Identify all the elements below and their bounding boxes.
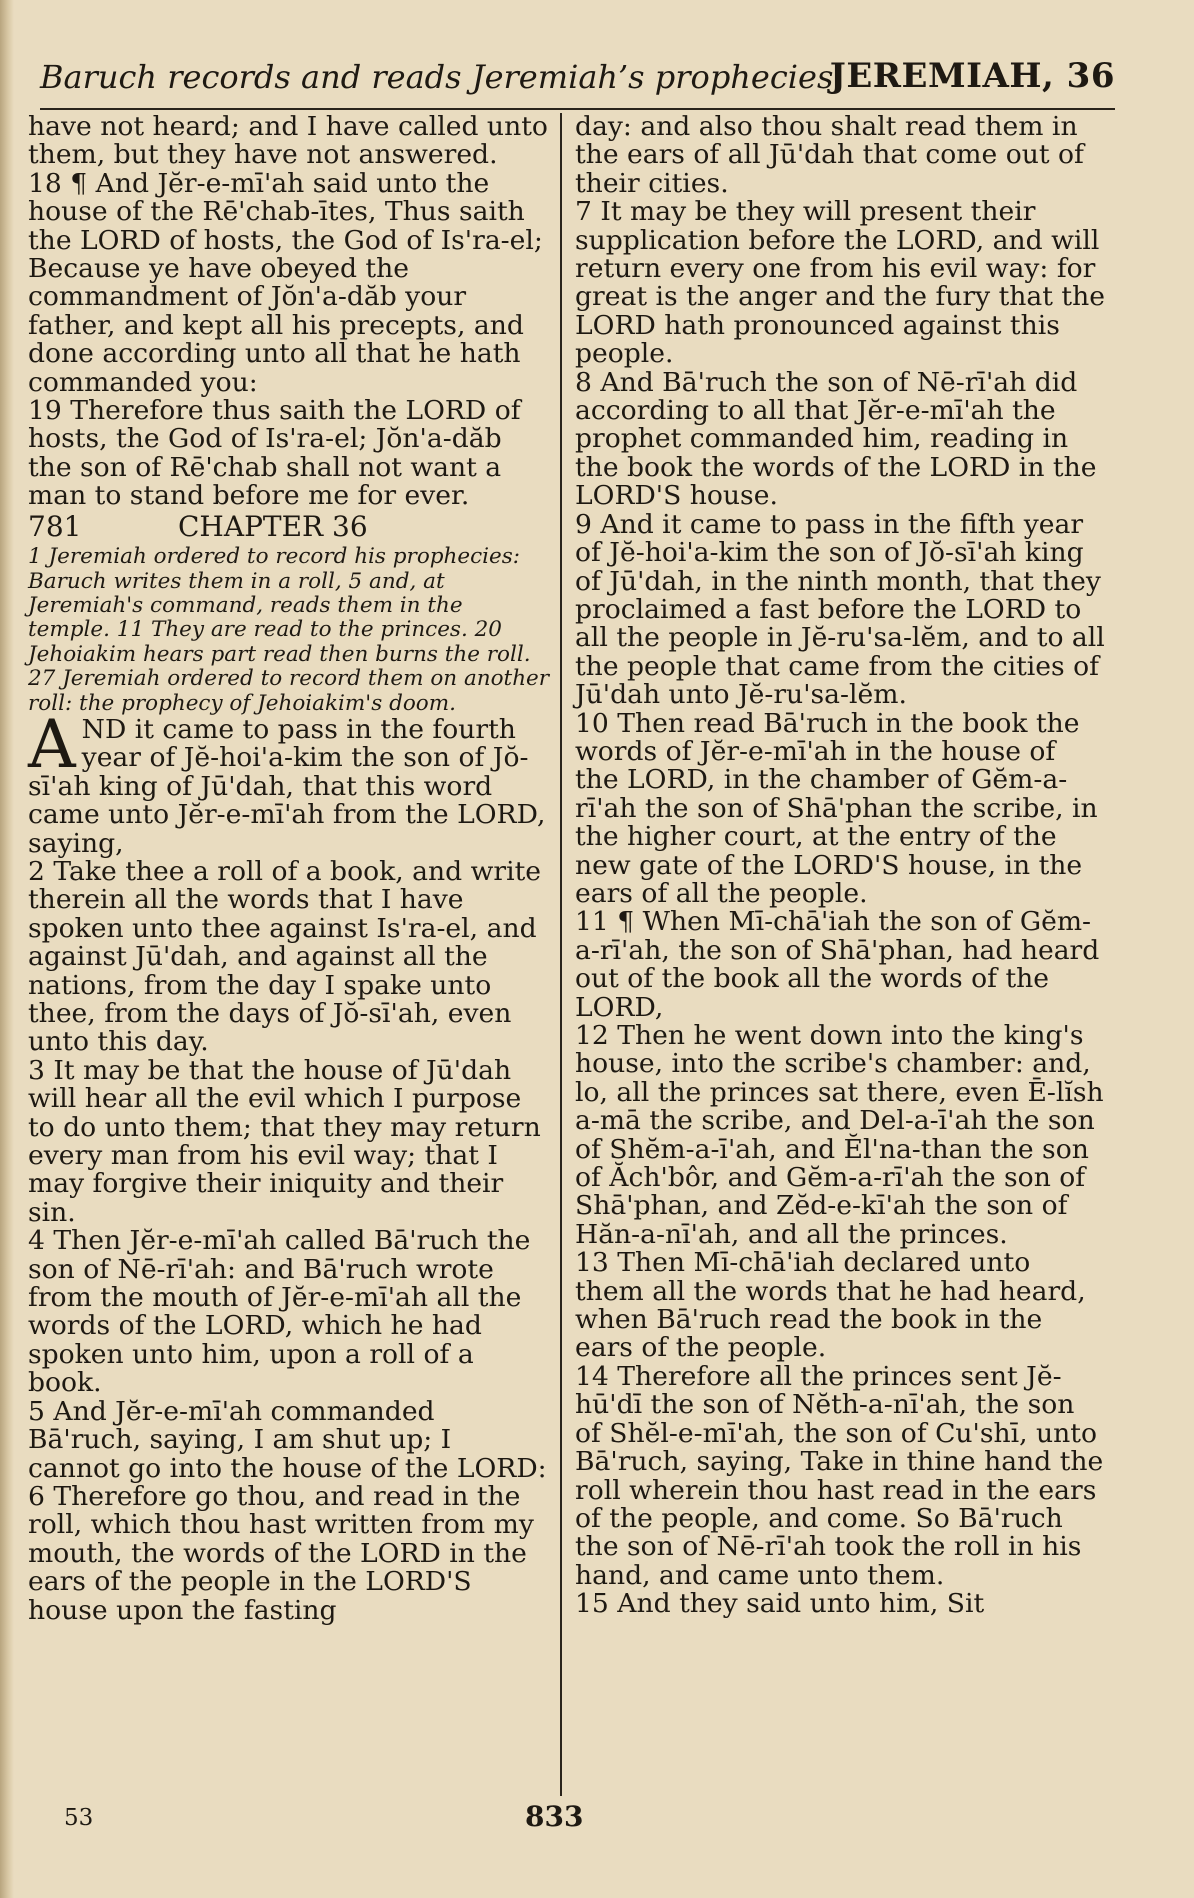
verse-7: 7 It may be they will present their supplication before the LORD, and will return every one from his evil way: for great is the anger and the fury that the LORD hath pronounced against this people. — [575, 196, 1105, 370]
verse-15: 15 And they said unto him, Sit — [575, 1588, 985, 1620]
page-binding-shadow — [0, 0, 14, 1898]
verse-text: day: and also thou shalt read them in the ears of all Jū'dah that come out of their cities. — [575, 111, 1084, 199]
chapter-title: CHAPTER 36 — [178, 509, 368, 543]
verse-5: 5 And Jĕr-e-mī'ah commanded Bā'ruch, saying, I am shut up; I cannot go into the house of the LORD: — [28, 1395, 547, 1484]
verse-11: 11 ¶ When Mī-chā'iah the son of Gĕm-a-rī'ah, the son of Shā'phan, had heard out of the book all the words of the LORD, — [575, 906, 1100, 1023]
chapter-number: 781 — [28, 509, 82, 543]
column-divider — [560, 113, 562, 1796]
running-title: Baruch records and reads Jeremiah’s prophecies — [40, 58, 834, 96]
verse-18: 18 ¶ And Jĕr-e-mī'ah said unto the house of the Rē'chab-ītes, Thus saith the LORD of hosts, the God of Is'ra-el; Because ye have obeyed the commandment of Jŏn'a-dăb your father, and kept all his precepts, and done according unto all that he hath commanded you: — [28, 167, 543, 398]
chapter-heading — [28, 509, 550, 543]
verse-14: 14 Therefore all the princes sent Jĕ-hū'dī the son of Nĕth-a-nī'ah, the son of Shĕl-e-mī'ah, the son of Cu'shī, unto Bā'ruch, saying, Take in thine hand the roll wherein thou hast read in the ears of the people, and come. So Bā'ruch the son of Nē-rī'ah took the roll in his hand, and came unto them. — [575, 1360, 1104, 1591]
verse-9: 9 And it came to pass in the fifth year of Jĕ-hoi'a-kim the son of Jŏ-sī'ah king of Jū'dah, in the ninth month, that they proclaimed a fast before the LORD to all the people in Jĕ-ru'sa-lĕm, and to all the people that came from the cities of Jū'dah unto Jĕ-ru'sa-lĕm. — [575, 508, 1105, 711]
verse-10: 10 Then read Bā'ruch in the book the words of Jĕr-e-mī'ah in the house of the LORD, in the chamber of Gĕm-a-rī'ah the son of Shā'phan the scribe, in the higher court, at the entry of the new gate of the LORD'S house, in the ears of all the people. — [575, 707, 1098, 909]
verse-12: 12 Then he went down into the king's house, into the scribe's chamber: and, lo, all the princes sat there, even Ē-lĭsh a-mā the scribe, and Del-a-ī'ah the son of Shĕm-a-ī'ah, and Ĕl'na-than the son of Ăch'bôr, and Gĕm-a-rī'ah the son of Shā'phan, and Zĕd-e-kī'ah the son of Hăn-a-nī'ah, and all the princes. — [575, 1020, 1104, 1250]
left-column — [28, 113, 550, 1625]
verse-13: 13 Then Mī-chā'iah declared unto them all the words that he had heard, when Bā'ruch read the book in the ears of the people. — [575, 1247, 1086, 1364]
signature-mark: 53 — [64, 1805, 94, 1831]
verse-19: 19 Therefore thus saith the LORD of hosts, the God of Is'ra-el; Jŏn'a-dăb the son of Rē'chab shall not want a man to stand before me for ever. — [28, 395, 521, 512]
chapter-reference: JEREMIAH, 36 — [829, 56, 1115, 96]
page-number: 833 — [525, 1800, 584, 1833]
verse-6: 6 Therefore go thou, and read in the roll, which thou hast written from my mouth, the words of the LORD in the ears of the people in the LORD'S house upon the fasting — [28, 1480, 534, 1626]
verse-1 — [28, 705, 550, 859]
verse-4: 4 Then Jĕr-e-mī'ah called Bā'ruch the son of Nē-rī'ah: and Bā'ruch wrote from the mouth of Jĕr-e-mī'ah all the words of the LORD, which he had spoken unto him, upon a roll of a book. — [28, 1225, 531, 1399]
verse-2: 2 Take thee a roll of a book, and write therein all the words that I have spoken unto thee against Is'ra-el, and against Jū'dah, and against all the nations, from the day I spake unto thee, from the days of Jŏ-sī'ah, even unto this day. — [28, 855, 541, 1058]
drop-cap: A — [28, 705, 76, 783]
verse-8: 8 And Bā'ruch the son of Nē-rī'ah did according to all that Jĕr-e-mī'ah the prophet commanded him, reading in the book the words of the LORD in the LORD'S house. — [575, 366, 1097, 512]
verse-text: have not heard; and I have called unto them, but they have not answered. — [28, 111, 548, 171]
verse-3: 3 It may be that the house of Jū'dah will hear all the evil which I purpose to do unto them; that they may return every man from his evil way; that I may forgive their iniquity and their sin. — [28, 1054, 541, 1228]
verse-1-text: ND it came to pass in the fourth year of Jĕ-hoi'a-kim the son of Jŏ-sī'ah king of Jū'dah, that this word came unto Jĕr-e-mī'ah from the LORD, saying, — [28, 713, 546, 859]
right-column — [575, 113, 1105, 1619]
page-header — [40, 52, 1115, 110]
chapter-summary: 1 Jeremiah ordered to record his prophecies: Baruch writes them in a roll, 5 and, at Jeremiah's command, reads them in the temple. 11 They are read to the princes. 20 Jehoiakim hears part read then burns the roll. 27 Jeremiah ordered to record them on another roll: the prophecy of Jehoiakim's doom. — [28, 544, 550, 716]
